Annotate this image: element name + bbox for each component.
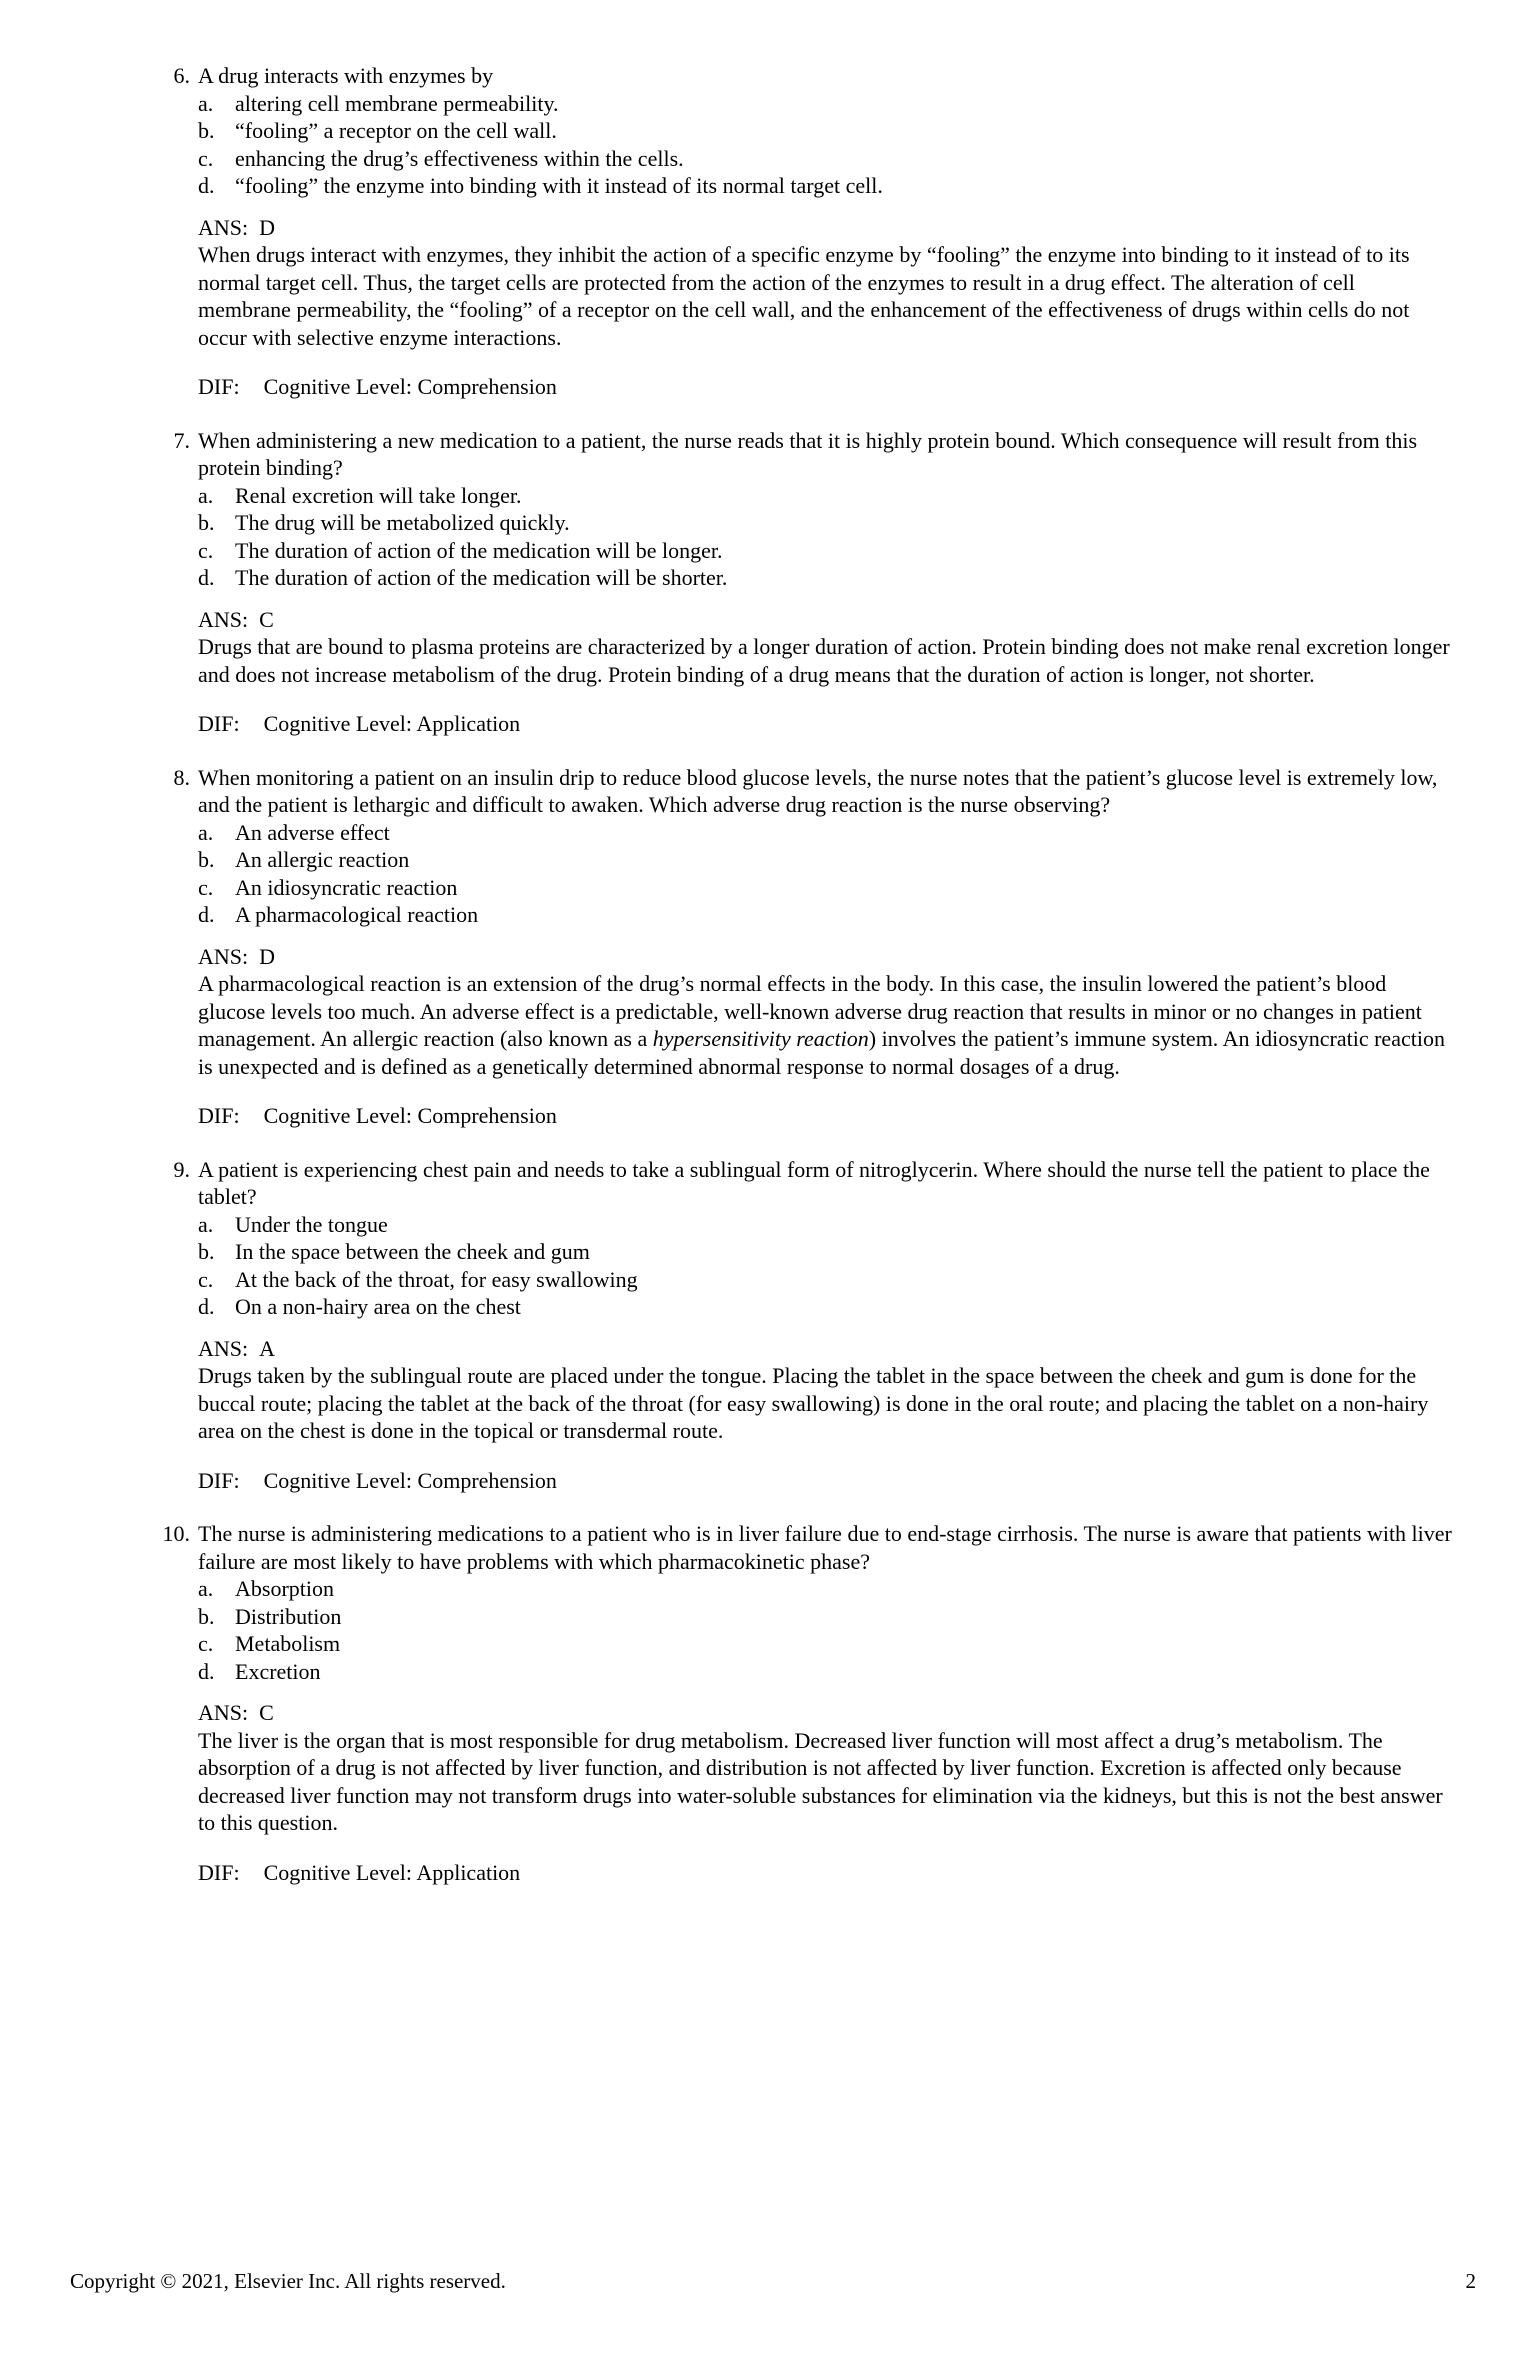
question-number: 9. [173, 1156, 190, 1182]
option-letter: c. [198, 874, 214, 900]
answer-option [198, 537, 1452, 565]
answer-option [198, 90, 1452, 118]
option-text: enhancing the drug’s effectiveness within the cells. [235, 145, 684, 171]
answer-option [198, 1266, 1452, 1294]
option-letter: c. [198, 1266, 214, 1292]
answer-line [198, 214, 1452, 242]
question-text: A patient is experiencing chest pain and needs to take a sublingual form of nitroglycerin. Where should the nurse tell the patient to place the tablet? [198, 1156, 1430, 1209]
option-letter: c. [198, 537, 214, 563]
question-item [154, 1156, 1452, 1495]
question-item [154, 1520, 1452, 1886]
question-body [198, 427, 1452, 738]
answer-line [198, 606, 1452, 634]
question-item [154, 62, 1452, 401]
question-number: 10. [162, 1521, 190, 1546]
option-text: Under the tongue [235, 1211, 388, 1237]
option-text: At the back of the throat, for easy swallowing [235, 1266, 638, 1292]
answer-line [198, 943, 1452, 971]
answer-option [198, 172, 1452, 200]
option-text: The duration of action of the medication will be longer. [235, 537, 723, 563]
question-body [198, 764, 1452, 1130]
answer-label: ANS: [198, 1335, 249, 1361]
answer-line [198, 1335, 1452, 1363]
answer-option [198, 1603, 1452, 1631]
question-text: The nurse is administering medications to a patient who is in liver failure due to end-stage cirrhosis. The nurse is aware that patients with liver failure are most likely to have problems with which pharmacokinetic phase? [198, 1521, 1452, 1574]
answer-line [198, 1699, 1452, 1727]
dif-value: Cognitive Level: Comprehension [263, 1467, 557, 1493]
answer-option [198, 1293, 1452, 1321]
rationale-segment: When drugs interact with enzymes, they inhibit the action of a specific enzyme by “fooling” the enzyme into binding to it instead of to its normal target cell. Thus, the target cells are protected from the action of the enzymes to result in a drug effect. The alteration of cell membrane permeability, the “fooling” of a receptor on the cell wall, and the enhancement of the effectiveness of drugs within cells do not occur with selective enzyme interactions. [198, 242, 1410, 350]
answer-option [198, 117, 1452, 145]
dif-line [198, 1859, 1452, 1887]
question-text: When monitoring a patient on an insulin drip to reduce blood glucose levels, the nurse notes that the patient’s glucose level is extremely low, and the patient is lethargic and difficult to awaken. Which adverse drug reaction is the nurse observing? [198, 764, 1438, 817]
dif-label: DIF: [198, 374, 240, 399]
rationale-text [198, 241, 1452, 351]
option-letter: b. [198, 1239, 215, 1264]
rationale-segment: Drugs taken by the sublingual route are placed under the tongue. Placing the tablet in the space between the cheek and gum is done for the buccal route; placing the tablet at the back of the throat (for easy swallowing) is done in the oral route; and placing the tablet on a non-hairy area on the chest is done in the topical or transdermal route. [198, 1363, 1429, 1443]
question-item [154, 427, 1452, 738]
rationale-text [198, 633, 1452, 688]
answer-value: C [259, 1700, 274, 1725]
option-letter: b. [198, 847, 215, 872]
answer-option [198, 1630, 1452, 1658]
option-text: altering cell membrane permeability. [235, 90, 559, 116]
answer-value: C [259, 606, 274, 632]
option-letter: d. [198, 173, 215, 198]
rationale-text [198, 970, 1452, 1080]
dif-label: DIF: [198, 711, 240, 736]
option-text: On a non-hairy area on the chest [235, 1294, 521, 1319]
question-body [198, 62, 1452, 401]
question-body [198, 1156, 1452, 1495]
answer-value: D [259, 214, 276, 240]
answer-option [198, 1575, 1452, 1603]
rationale-text [198, 1727, 1452, 1837]
rationale-segment: Drugs that are bound to plasma proteins are characterized by a longer duration of action. Protein binding does not make renal excretion longer and does not increase metabolism of the drug. Protein binding of a drug means that the duration of action is longer, not shorter. [198, 634, 1450, 687]
answer-option [198, 819, 1452, 847]
option-letter: a. [198, 1211, 214, 1237]
dif-label: DIF: [198, 1103, 240, 1128]
option-text: Renal excretion will take longer. [235, 482, 522, 508]
answer-option [198, 482, 1452, 510]
answer-option [198, 1211, 1452, 1239]
answer-label: ANS: [198, 943, 249, 969]
option-text: The drug will be metabolized quickly. [235, 510, 570, 535]
answer-option [198, 1238, 1452, 1266]
answer-option [198, 874, 1452, 902]
answer-value: A [259, 1335, 276, 1361]
question-number: 8. [173, 764, 190, 790]
option-text: An allergic reaction [235, 847, 410, 872]
option-text: Distribution [235, 1603, 342, 1629]
option-letter: b. [198, 1603, 215, 1629]
dif-line [198, 373, 1452, 401]
answer-option [198, 145, 1452, 173]
question-body [198, 1520, 1452, 1886]
dif-label: DIF: [198, 1859, 240, 1885]
option-text: “fooling” a receptor on the cell wall. [235, 118, 557, 143]
question-number: 6. [173, 63, 190, 88]
dif-line [198, 710, 1452, 738]
option-letter: a. [198, 482, 214, 508]
option-text: Metabolism [235, 1631, 341, 1656]
dif-value: Cognitive Level: Application [263, 711, 521, 736]
answer-value: D [259, 943, 276, 969]
option-text: An adverse effect [235, 819, 390, 845]
option-letter: b. [198, 510, 215, 535]
answer-option [198, 846, 1452, 874]
option-text: Absorption [235, 1576, 334, 1601]
option-letter: b. [198, 118, 215, 143]
question-number: 7. [173, 427, 190, 453]
answer-option [198, 564, 1452, 592]
rationale-segment: The liver is the organ that is most responsible for drug metabolism. Decreased liver function will most affect a drug’s metabolism. The absorption of a drug is not affected by liver function, and distribution is not affected by liver function. Excretion is affected only because decreased liver function may not transform drugs into water-soluble substances for elimination via the kidneys, but this is not the best answer to this question. [198, 1727, 1443, 1835]
option-letter: c. [198, 1631, 214, 1656]
question-list [154, 62, 1452, 1886]
question-text: A drug interacts with enzymes by [198, 63, 494, 88]
dif-line [198, 1467, 1452, 1495]
answer-option [198, 901, 1452, 929]
dif-line [198, 1102, 1452, 1130]
copyright-text: Copyright © 2021, Elsevier Inc. All rights reserved. [70, 2269, 506, 2293]
rationale-segment: hypersensitivity reaction [652, 1026, 869, 1051]
option-text: An idiosyncratic reaction [235, 874, 458, 900]
question-item [154, 764, 1452, 1130]
option-letter: d. [198, 902, 215, 927]
answer-option [198, 1658, 1452, 1686]
answer-label: ANS: [198, 1700, 249, 1725]
option-letter: c. [198, 145, 214, 171]
option-text: Excretion [235, 1658, 321, 1684]
page-number: 2 [1465, 2269, 1476, 2293]
option-letter: a. [198, 90, 214, 116]
option-letter: d. [198, 1294, 215, 1319]
option-text: A pharmacological reaction [235, 902, 479, 927]
option-letter: d. [198, 1658, 215, 1684]
dif-value: Cognitive Level: Comprehension [263, 374, 557, 399]
answer-option [198, 509, 1452, 537]
question-text: When administering a new medication to a patient, the nurse reads that it is highly protein bound. Which consequence will result from this protein binding? [198, 427, 1418, 480]
rationale-segment: ) involves the patient’s immune system. An idiosyncratic reaction is unexpected and is defined as a genetically determined abnormal response to normal dosages of a drug. [198, 1026, 1445, 1079]
dif-value: Cognitive Level: Application [263, 1859, 521, 1885]
option-letter: a. [198, 819, 214, 845]
option-letter: a. [198, 1576, 214, 1601]
option-text: “fooling” the enzyme into binding with it instead of its normal target cell. [235, 173, 883, 198]
page-footer [70, 2268, 1476, 2295]
rationale-segment: A pharmacological reaction is an extension of the drug’s normal effects in the body. In this case, the insulin lowered the patient’s blood glucose levels too much. An adverse effect is a predictable, well-known adverse drug reaction that results in minor or no changes in patient management. An allergic reaction (also known as a [198, 971, 1422, 1051]
option-text: The duration of action of the medication will be shorter. [235, 565, 728, 590]
dif-value: Cognitive Level: Comprehension [263, 1103, 557, 1128]
dif-label: DIF: [198, 1467, 240, 1493]
answer-label: ANS: [198, 606, 249, 632]
option-text: In the space between the cheek and gum [235, 1239, 590, 1264]
option-letter: d. [198, 565, 215, 590]
answer-label: ANS: [198, 214, 249, 240]
rationale-text [198, 1362, 1452, 1445]
